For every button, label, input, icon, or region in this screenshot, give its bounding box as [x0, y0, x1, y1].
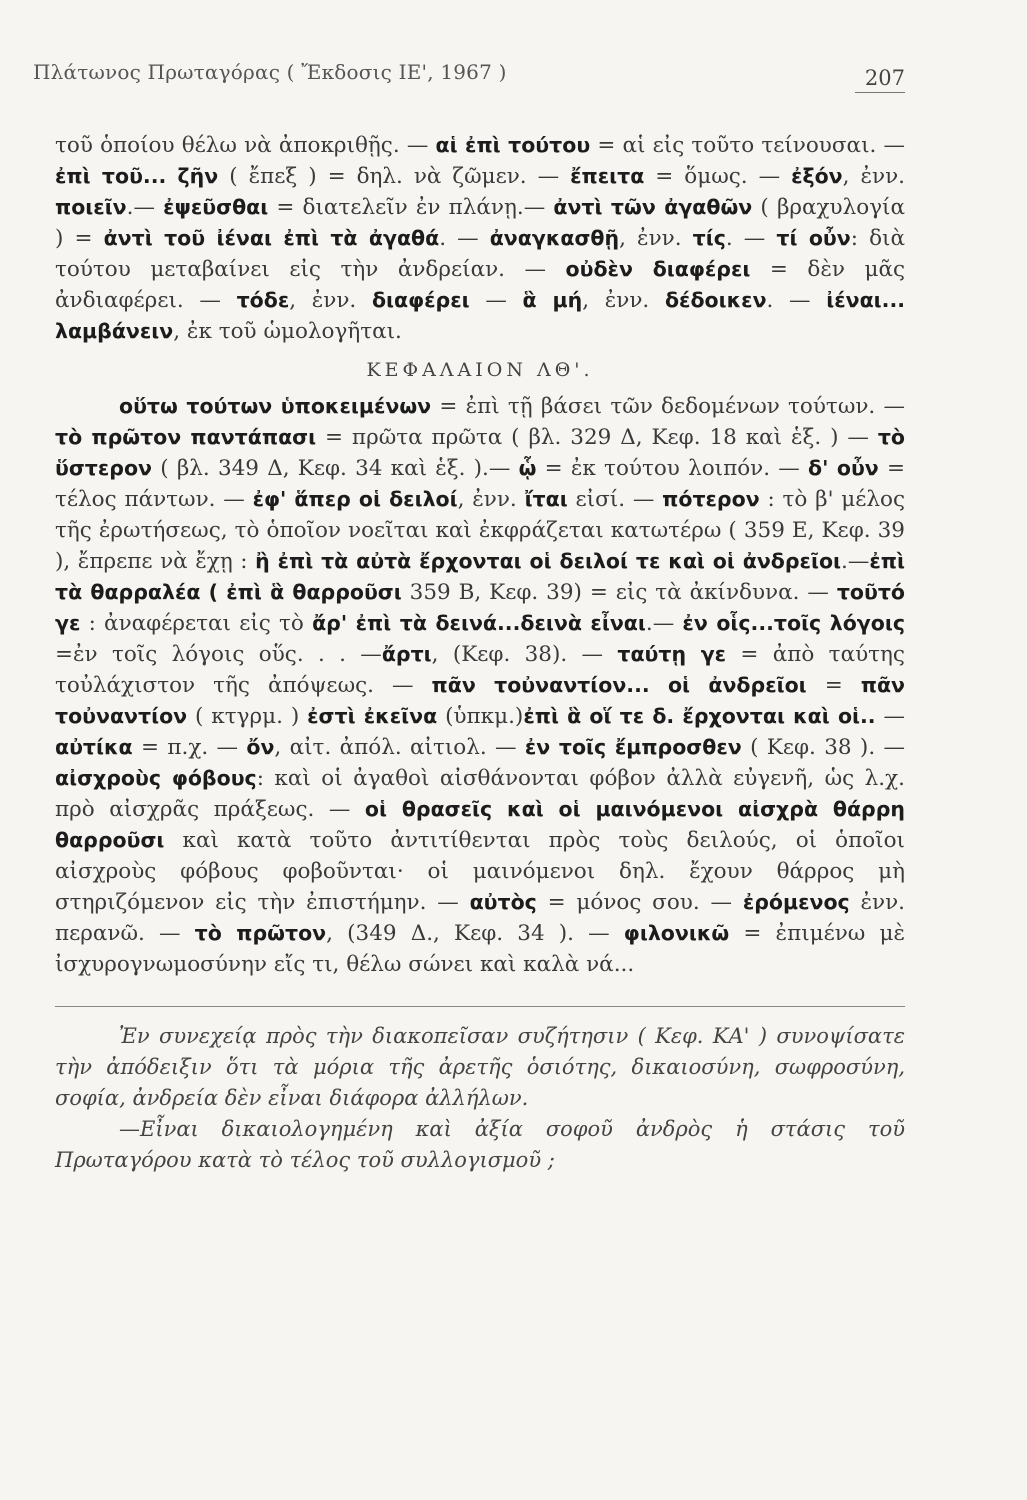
chapter-heading: ΚΕΦΑΛΑΙΟΝ ΛΘ'. [366, 359, 594, 381]
section-divider [55, 1006, 905, 1007]
commentary-paragraph-1: τοῦ ὁποίου θέλω νὰ ἀποκριθῇς. — αἱ ἐπὶ τούτου = αἱ εἰς τοῦτο τείνουσαι. — ἐπὶ τοῦ... ζῆν ( ἔπεξ ) = δηλ. νὰ ζῶμεν. — ἔπειτα = ὅμως. — ἐξόν, ἐνν. ποιεῖν.— ἐψεῦσθαι = διατελεῖν ἐν πλάνῃ.— ἀντὶ τῶν ἀγαθῶν ( βραχυλογία ) = ἀντὶ τοῦ ἰέναι ἐπὶ τὰ ἀγαθά. — ἀναγκασθῇ, ἐνν. τίς. — τί οὖν: διὰ τούτου μεταβαίνει εἰς τὴν ἀνδρείαν. — οὐδὲν διαφέρει = δὲν μᾶς ἀνδιαφέρει. — τόδε, ἐνν. διαφέρει — ἃ μή, ἐνν. δέδοικεν. — ἰέναι... λαμβάνειν, ἐκ τοῦ ὡμολογῆται. [55, 133, 906, 344]
study-question-2: —Εἶναι δικαιολογημένη καὶ ἀξία σοφοῦ ἀνδρὸς ἡ στάσις τοῦ Πρωταγόρου κατὰ τὸ τέλος τοῦ συλλογισμοῦ ; [55, 1117, 905, 1172]
study-question-1: Ἐν συνεχείᾳ πρὸς τὴν διακοπεῖσαν συζήτησιν ( Κεφ. ΚΑ' ) συνοψίσατε τὴν ἀπόδειξιν ὅτι τὰ μόρια τῆς ἀρετῆς ὁσιότης, δικαιοσύνη, σωφροσύνη, σοφία, ἀνδρεία δὲν εἶναι διάφορα ἀλλήλων. [55, 1024, 905, 1110]
page-body [55, 130, 905, 1176]
page-number: 207 [855, 66, 905, 93]
running-header: Πλάτωνος Πρωταγόρας ( Ἔκδοσις ΙΕ', 1967 ) [33, 60, 507, 84]
commentary-paragraph-2: οὕτω τούτων ὑποκειμένων = ἐπὶ τῇ βάσει τῶν δεδομένων τούτων. — τὸ πρῶτον παντάπασι = πρῶτα πρῶτα ( βλ. 329 Δ, Κεφ. 18 καὶ ἑξ. ) — τὸ ὕστερον ( βλ. 349 Δ, Κεφ. 34 καὶ ἑξ. ).— ᾧ = ἐκ τούτου λοιπόν. — δ' οὖν = τέλος πάντων. — ἐφ' ἅπερ οἱ δειλοί, ἐνν. ἴται εἰσί. — πότερον : τὸ β' μέλος τῆς ἐρωτήσεως, τὸ ὁποῖον νοεῖται καὶ ἐκφράζεται κατωτέρω ( 359 Ε, Κεφ. 39 ), ἔπρεπε νὰ ἔχῃ : ἢ ἐπὶ τὰ αὐτὰ ἔρχονται οἱ δειλοί τε καὶ οἱ ἀνδρεῖοι.—ἐπὶ τὰ θαρραλέα ( ἐπὶ ἃ θαρροῦσι 359 Β, Κεφ. 39) = εἰς τὰ ἀκίνδυνα. — τοῦτό γε : ἀναφέρεται εἰς τὸ ἄρ' ἐπὶ τὰ δεινά...δεινὰ εἶναι.— ἐν οἷς...τοῖς λόγοις =ἐν τοῖς λόγοις οὕς. . . —ἄρτι, (Κεφ. 38). — ταύτῃ γε = ἀπὸ ταύτης τοὐλάχιστον τῆς ἀπόψεως. — πᾶν τοὐναντίον... οἱ ἀνδρεῖοι = πᾶν τοὐναντίον ( κτγρμ. ) ἐστὶ ἐκεῖνα (ὑπκμ.)ἐπὶ ἃ οἵ τε δ. ἔρχονται καὶ οἱ.. — αὐτίκα = π.χ. — ὄν, αἰτ. ἀπόλ. αἰτιολ. — ἐν τοῖς ἔμπροσθεν ( Κεφ. 38 ). — αἰσχροὺς φόβους: καὶ οἱ ἀγαθοὶ αἰσθάνονται φόβον ἀλλὰ εὐγενῆ, ὡς λ.χ. πρὸ αἰσχρᾶς πράξεως. — οἱ θρασεῖς καὶ οἱ μαινόμενοι αἰσχρὰ θάρρη θαρροῦσι καὶ κατὰ τοῦτο ἀντιτίθενται πρὸς τοὺς δειλούς, οἱ ὁποῖοι αἰσχροὺς φόβους φοβοῦνται· οἱ μαινόμενοι δηλ. ἔχουν θάρρος μὴ στηριζόμενον εἰς τὴν ἐπιστήμην. — αὐτὸς = μόνος σου. — ἐρόμενος ἐνν. περανῶ. — τὸ πρῶτον, (349 Δ., Κεφ. 34 ). — φιλονικῶ = ἐπιμένω μὲ ἰσχυρογνωμοσύνην εἴς τι, θέλω σώνει καὶ καλὰ νά... [55, 394, 906, 977]
